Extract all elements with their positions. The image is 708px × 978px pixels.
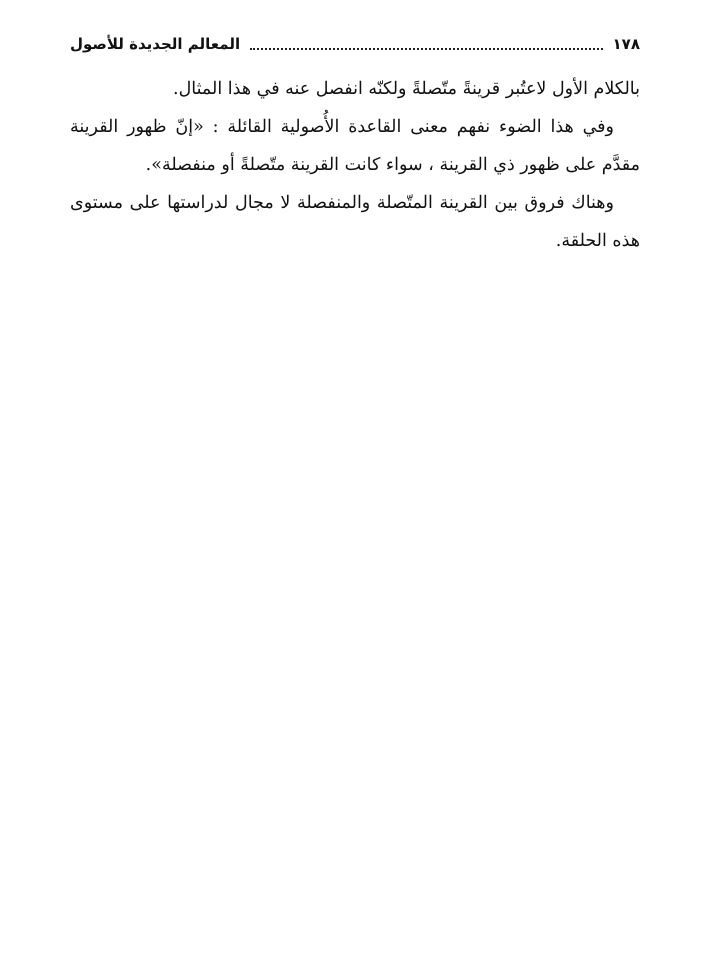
paragraph-rule: وفي هذا الضوء نفهم معنى القاعدة الأُصولية القائلة : «إنّ ظهور القرينة مقدَّم على ظهور ذي القرينة ، سواء كانت القرينة متّصلةً أو منفصلة». [70, 117, 640, 175]
running-header [70, 30, 640, 58]
body-text [70, 70, 640, 260]
book-page [70, 30, 640, 260]
paragraph-continuation: بالكلام الأول لاعتُبر قرينةً متّصلةً ولكنّه انفصل عنه في هذا المثال. [173, 79, 640, 99]
book-title: المعالم الجديدة للأصول [70, 35, 241, 53]
paragraph-differences: وهناك فروق بين القرينة المتّصلة والمنفصلة لا مجال لدراستها على مستوى هذه الحلقة. [70, 193, 640, 251]
page-number: ١٧٨ [612, 35, 640, 53]
header-dotted-leader [250, 40, 602, 50]
